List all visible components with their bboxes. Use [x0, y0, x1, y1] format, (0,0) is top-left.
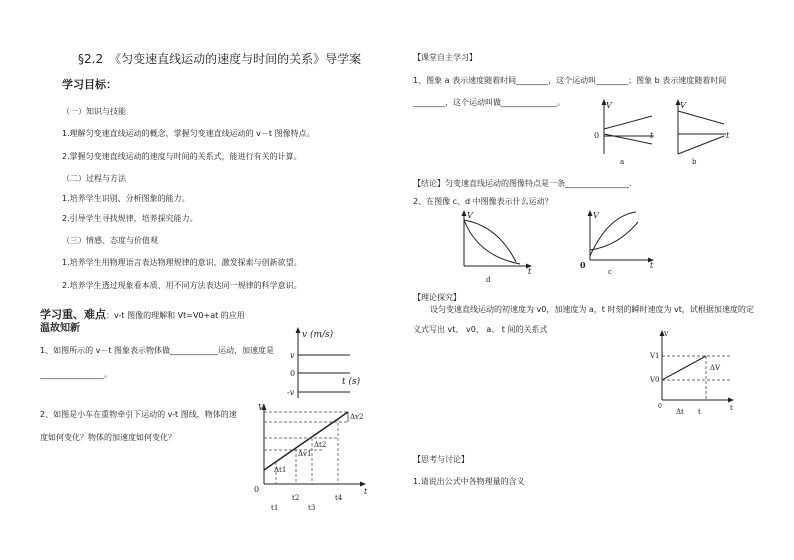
- theory-heading: 【理论探究】: [413, 293, 461, 302]
- key-points-text: ：v-t 图像的理解和 Vt=V0+at 的应用: [106, 311, 245, 320]
- graph2-t2-label: t2: [292, 494, 300, 502]
- self-study-question-1-line1: 1、图象 a 表示速度随着时间________，这个运动叫________；图象 b 表示速度随着时间: [413, 76, 727, 85]
- graph-theory-v-label: V: [664, 331, 669, 338]
- self-study-question-2: 2、在图像 c、d 中图像表示什么运动？: [413, 197, 553, 206]
- conclusion-line: 【结论】匀变速直线运动的图像特点是一条________________.: [413, 179, 632, 188]
- graph-c-caption: c: [608, 268, 612, 276]
- key-points: [40, 303, 245, 322]
- section-values-heading: （三）情感、态度与价值观: [62, 236, 158, 245]
- self-study-heading: 【课堂自主学习】: [413, 53, 477, 62]
- graph2-x-label: t: [364, 487, 368, 496]
- section-knowledge-heading: （一）知识与技能: [62, 107, 126, 116]
- objectives-heading: 学习目标：: [62, 78, 117, 91]
- review-question-1-line2: ________________。: [40, 370, 112, 379]
- velocity-time-graphs-a-b: [590, 96, 740, 168]
- discussion-heading: 【思考与讨论】: [413, 455, 469, 464]
- discussion-question-1: 1.请说出公式中各物理量的含义: [413, 477, 525, 486]
- values-1: 1.培养学生用物理语言表达物理规律的意识，激发探索与创新欲望。: [62, 258, 302, 267]
- velocity-time-graph-2: [252, 402, 372, 517]
- velocity-time-graph-1: [280, 325, 370, 400]
- graph-a-caption: a: [620, 158, 625, 166]
- graph1-zero-label: 0: [290, 369, 296, 378]
- graph-b-t-label: t: [726, 131, 730, 140]
- graph-theory-zero-label: 0: [658, 403, 662, 410]
- theory-line-2: 义式写出 vt、 v0、 a、 t 间的关系式: [413, 325, 548, 334]
- review-heading: 温故知新: [40, 323, 80, 334]
- graph2-dt1-label: Δt1: [274, 466, 287, 474]
- graph-theory-v1-label: V1: [650, 352, 660, 360]
- graph2-t1-label: t1: [271, 504, 279, 512]
- graph1-v-label: v: [290, 351, 295, 360]
- graph-theory-t-axis-label: t: [730, 404, 733, 412]
- review-question-2-line1: 2、如图是小车在重物牵引下运动的 v-t 图线，物体的速: [40, 410, 237, 419]
- graph-c-t-label: t: [650, 261, 654, 270]
- graph-theory-dt-label: Δt: [676, 408, 684, 416]
- graph2-y-label: V: [258, 403, 264, 412]
- graph-a-t-label: t: [650, 131, 654, 140]
- graph-d-t-label: t: [528, 267, 532, 276]
- section-process-heading: （二）过程与方法: [62, 174, 126, 183]
- values-2: 2.培养学生透过现象看本质、用不同方法表达同一规律的科学意识。: [62, 281, 302, 290]
- graph-a-zero-label: 0: [594, 131, 600, 140]
- graph2-dv1-label: Δv1: [298, 450, 312, 458]
- review-question-2-line2: 度如何变化？物体的加速度如何变化？: [40, 433, 176, 442]
- process-1: 1.培养学生识别、分析图象的能力。: [62, 194, 190, 203]
- objective-2: 2.掌握匀变速直线运动的速度与时间的关系式，能进行有关的计算。: [62, 152, 302, 161]
- process-2: 2.引导学生寻找规律，培养探究能力。: [62, 214, 198, 223]
- review-question-1-line1: 1、如图所示的 v－t 图象表示物体做____________运动，加速度是: [40, 346, 275, 355]
- graph1-x-label: t (s): [342, 377, 361, 387]
- key-points-label: 学习重、难点: [40, 308, 106, 321]
- graph2-t3-label: t3: [308, 504, 316, 512]
- graph-b-caption: b: [692, 158, 697, 166]
- graph2-zero-label: 0: [254, 485, 260, 494]
- theory-line-1: 设匀变速直线运动的初速度为 v0，加速度为 a，t 时刻的瞬时速度为 vt，试根据加速度的定: [430, 305, 754, 314]
- graph1-y-label: v (m/s): [302, 330, 334, 340]
- graph-theory-t-label: t: [698, 408, 701, 416]
- graph2-dv2-label: Δv2: [350, 413, 364, 421]
- graph-d-v-label: V: [467, 211, 473, 220]
- graph-c-zero-label: 0: [580, 260, 586, 270]
- graph-theory-v0-label: V0: [650, 376, 660, 384]
- page-title: §2.2 《匀变速直线运动的速度与时间的关系》导学案: [78, 52, 362, 66]
- objective-1: 1.理解匀变速直线运动的概念，掌握匀变速直线运动的 v－t 图像特点。: [62, 129, 315, 138]
- self-study-question-1-line2: ________，这个运动叫做______________。: [413, 98, 565, 107]
- velocity-time-graphs-c-d: [458, 208, 668, 288]
- graph1-neg-v-label: -v: [287, 388, 295, 397]
- graph-theory-dv-label: ΔV: [710, 364, 721, 372]
- graph-a-v-label: V: [606, 101, 612, 110]
- graph2-t4-label: t4: [335, 494, 343, 502]
- graph-b-v-label: V: [680, 101, 686, 110]
- velocity-time-graph-theory: [648, 328, 743, 418]
- graph2-dt2-label: Δt2: [314, 441, 327, 449]
- graph-c-v-label: V: [593, 211, 599, 220]
- graph-d-caption: d: [486, 276, 491, 284]
